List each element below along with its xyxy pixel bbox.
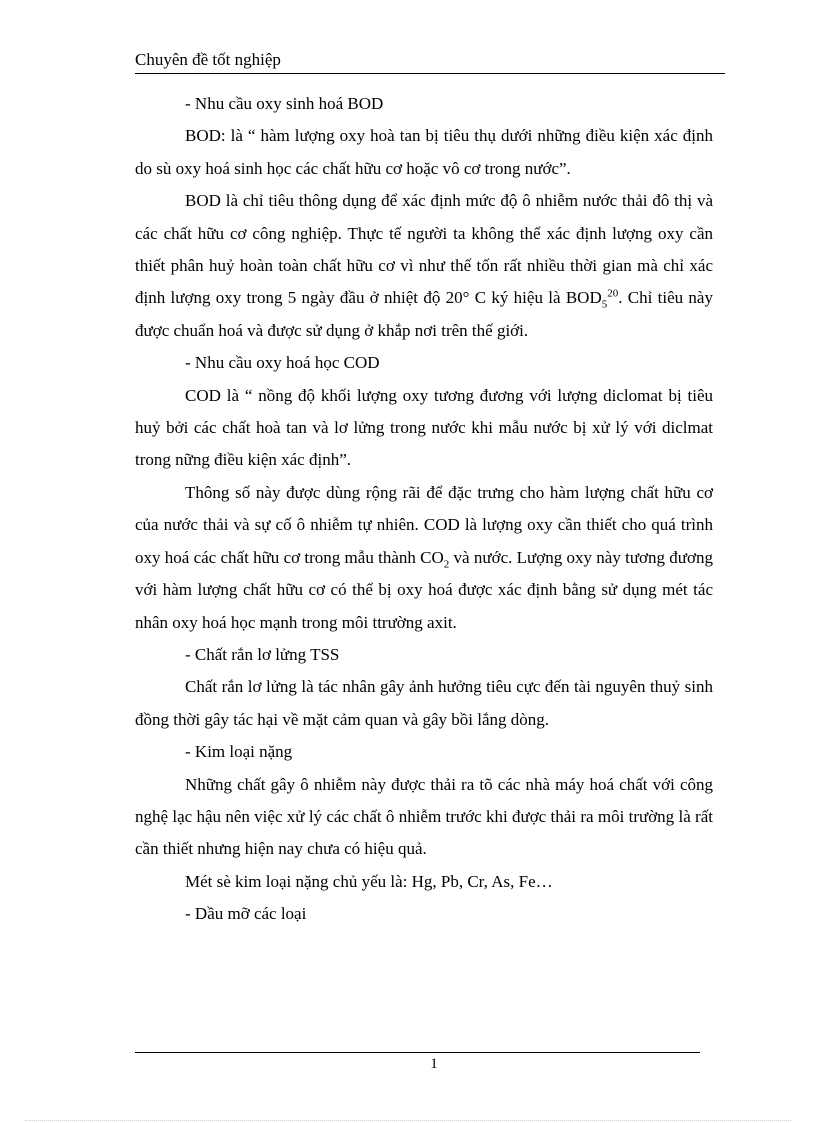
section-heading-cod: - Nhu cầu oxy hoá học COD bbox=[185, 353, 380, 373]
paragraph-bod-definition: BOD: là “ hàm lượng oxy hoà tan bị tiêu thụ dưới những điều kiện xác định do sù oxy hoá sinh học các chất hữu cơ hoặc vô cơ trong nước”. bbox=[135, 126, 713, 178]
page-number: 1 bbox=[430, 1056, 438, 1072]
paragraph-metal-list: Mét sè kim loại nặng chủ yếu là: Hg, Pb, Cr, As, Fe… bbox=[185, 871, 553, 891]
section-heading-bod: - Nhu cầu oxy sinh hoá BOD bbox=[185, 94, 384, 113]
paragraph-cod-definition: COD là “ nồng độ khối lượng oxy tương đương với lượng diclomat bị tiêu huỷ bởi các chất hoà tan và lơ lửng trong nước khi mẫu nước bị xử lý với diclmat trong nững điều kiện xác định”. bbox=[135, 385, 713, 470]
footer-divider bbox=[135, 1052, 700, 1053]
section-heading-tss: - Chất rắn lơ lửng TSS bbox=[185, 644, 340, 664]
page-bottom-border bbox=[25, 1120, 791, 1121]
section-heading-heavy-metals: - Kim loại nặng bbox=[185, 742, 293, 762]
paragraph-heavy-metals: Những chất gây ô nhiễm này được thải ra tõ các nhà máy hoá chất với công nghệ lạc hậu nên việc xử lý các chất ô nhiễm trước khi được thải ra môi trường là rất cần thiết nhưng hiện nay chưa có hiệu quả. bbox=[135, 774, 713, 859]
paragraph-tss: Chất rắn lơ lửng là tác nhân gây ảnh hưởng tiêu cực đến tài nguyên thuỷ sinh đồng thời gây tác hại về mặt cảm quan và gây bồi lắng dòng. bbox=[135, 677, 713, 729]
paragraph-cod-details: Thông số này được dùng rộng rãi để đặc trưng cho hàm lượng chất hữu cơ của nước thải và sự cố ô nhiễm tự nhiên. COD là lượng oxy cần thiết cho quá trình oxy hoá các chất hữu cơ trong mẫu thành $CO_2$ và nước. Lượng oxy này tương đương với hàm lượng chất hữu cơ có thể bị oxy hoá được xác định bằng sử dụng mét tác nhân oxy hoá học mạnh trong môi ttrường axit. bbox=[135, 482, 713, 632]
document-body bbox=[135, 88, 713, 931]
paragraph-bod-details: BOD là chỉ tiêu thông dụng để xác định mức độ ô nhiễm nước thải đô thị và các chất hữu cơ công nghiệp. Thực tế người ta không thể xác định lượng oxy cần thiết phân huỷ hoàn toàn chất hữu cơ vì như thế tốn rất nhiều thời gian mà chỉ xác định lượng oxy trong 5 ngày đầu ở nhiệt độ 20° C ký hiệu là $BOD_5^{20}$. Chỉ tiêu này được chuẩn hoá và được sử dụng ở khắp nơi trên thế giới. bbox=[135, 191, 713, 340]
page-header: Chuyên đề tốt nghiệp bbox=[135, 48, 725, 74]
section-heading-oils: - Dầu mỡ các loại bbox=[185, 904, 307, 924]
